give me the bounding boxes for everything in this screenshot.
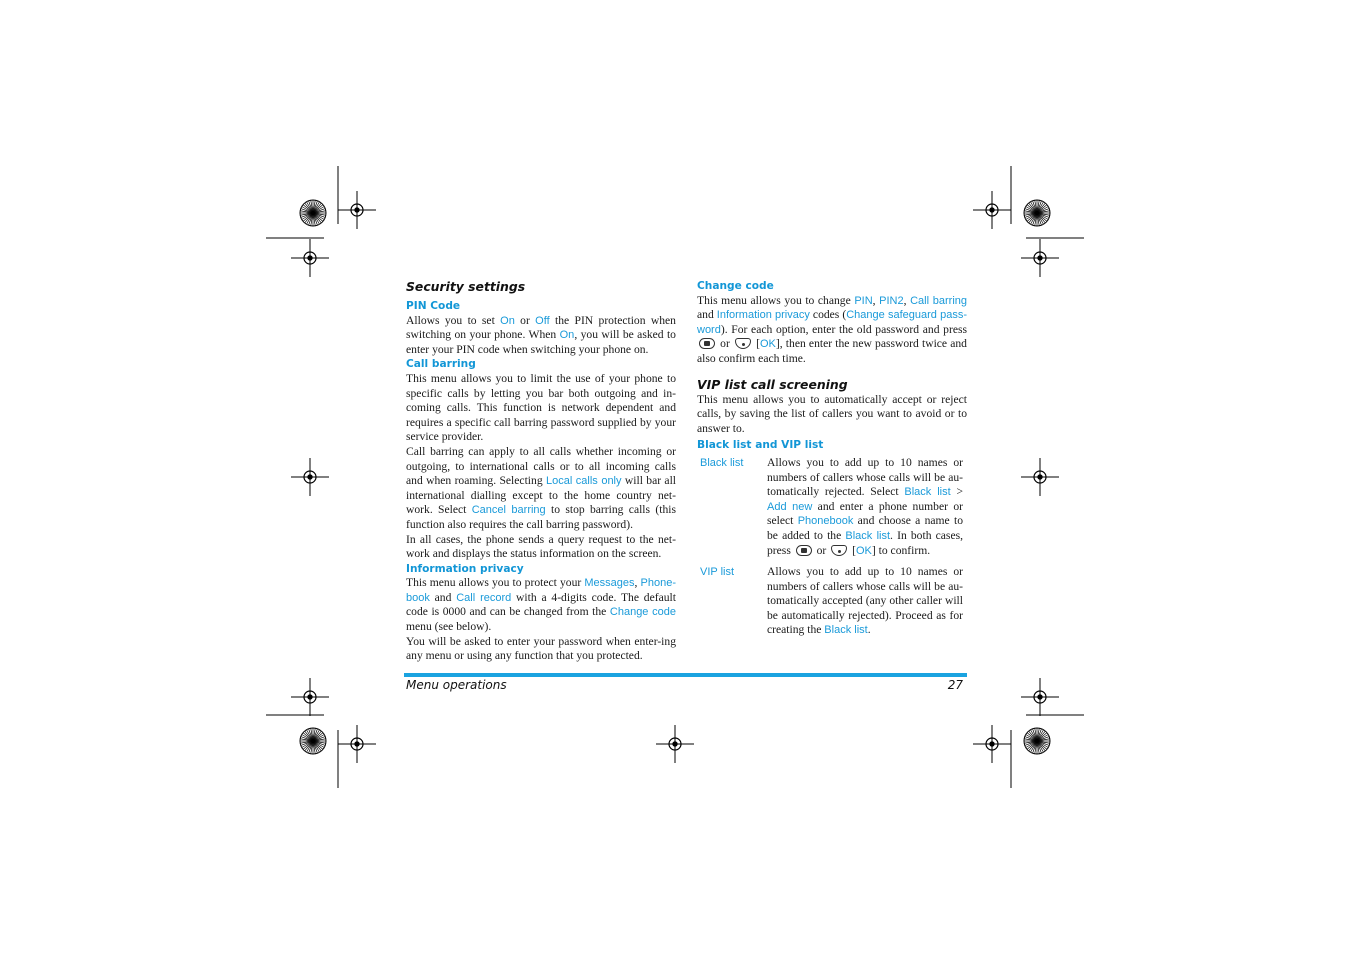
menu-key-icon (699, 338, 715, 349)
local-calls-only-option: Local calls only (545, 475, 622, 488)
ok-label: OK (855, 544, 872, 557)
left-column (406, 279, 676, 664)
page-number: 27 (947, 678, 963, 692)
messages-option: Messages (584, 577, 635, 590)
black-list-option: Black list (824, 624, 868, 637)
menu-key-icon (796, 545, 812, 556)
registration-target-dot (307, 474, 312, 479)
registration-target-dot (989, 207, 994, 212)
cancel-barring-option: Cancel barring (471, 504, 546, 517)
registration-target-dot (354, 207, 359, 212)
black-vip-list-subheading: Black list and VIP list (697, 439, 824, 452)
phonebook-option: Phone-book (406, 577, 677, 604)
vip-list-term: VIP list (700, 566, 735, 579)
registration-target-dot (1037, 474, 1042, 479)
call-record-option: Call record (456, 591, 512, 604)
black-list-option: Black list (845, 529, 891, 542)
change-code-option: Change code (609, 606, 676, 619)
registration-target-dot (672, 741, 677, 746)
black-list-term: Black list (700, 456, 744, 469)
black-list-entry (697, 456, 967, 558)
information-privacy-option: Information privacy (716, 309, 810, 322)
change-safeguard-password-option: Change safeguard pass-word (697, 309, 967, 336)
registration-target-dot (307, 694, 312, 699)
call-barring-paragraph: In all cases, the phone sends a query request to the net-work and displays the status information on the screen. (406, 532, 676, 561)
vip-list-heading: VIP list call screening (697, 376, 848, 392)
change-code-subheading: Change code (697, 280, 774, 292)
registration-target-dot (1037, 694, 1042, 699)
change-code-paragraph: This menu allows you to change PIN, PIN2, Call barring and Information privacy codes (Change safeguard pass-word). For each option, enter the old password and press or [OK], then enter the new password twice and also confirm each time. (697, 293, 968, 365)
security-settings-heading: Security settings (406, 279, 526, 294)
registration-target-dot (989, 741, 994, 746)
black-list-description: Allows you to add up to 10 names or numbers of callers whose calls will be au-tomatically rejected. Select Black list > Add new and enter a phone number or select Phonebook and choose a name to be added to the Black list. In both cases, press or [OK] to confirm. (767, 455, 964, 557)
vip-list-entry (697, 565, 967, 638)
pin-option: PIN (854, 294, 873, 307)
registration-target-dot (307, 255, 312, 260)
call-barring-option: Call barring (910, 294, 968, 307)
call-barring-paragraph: This menu allows you to limit the use of your phone to specific calls by letting you bar both outgoing and in-coming calls. This function is network dependent and requires a specific call barring password supplied by your service provider. (406, 371, 676, 444)
vip-list-description: Allows you to add up to 10 names or numbers of callers whose calls will be au-tomatically accepted (any other caller will be automatically rejected). Proceed as for creating the Black list. (767, 565, 963, 637)
vip-list-paragraph: This menu allows you to automatically accept or reject calls, by saving the list of callers you want to avoid or to answer to. (697, 392, 967, 435)
information-privacy-paragraph: You will be asked to enter your password when enter-ing any menu or using any function that you protected. (406, 634, 676, 663)
add-new-option: Add new (767, 500, 813, 513)
pin-code-subheading: PIN Code (406, 300, 461, 312)
information-privacy-paragraph: This menu allows you to protect your Messages, Phone-book and Call record with a 4-digits code. The default code is 0000 and can be changed from the Change code menu (see below). (406, 576, 677, 634)
off-option: Off (535, 314, 550, 327)
pin2-option: PIN2 (879, 294, 904, 307)
nav-key-icon (831, 545, 847, 556)
footer-section-title: Menu operations (406, 678, 507, 692)
on-option: On (500, 314, 515, 327)
registration-target-dot (354, 741, 359, 746)
phonebook-option: Phonebook (797, 515, 854, 528)
on-option: On (559, 329, 575, 342)
ok-label: OK (759, 338, 776, 351)
call-barring-paragraph: Call barring can apply to all calls whether incoming or outgoing, to international calls or to all incoming calls and when roaming. Selecting Local calls only will bar all international dialling except to the home country net-work. Select Cancel barring to stop barring calls (this function also requires the call barring password). (406, 444, 677, 531)
nav-key-icon (735, 338, 751, 349)
black-list-option: Black list (904, 486, 951, 499)
call-barring-subheading: Call barring (406, 358, 476, 371)
registration-target-dot (1037, 255, 1042, 260)
footer-rule (404, 673, 967, 677)
information-privacy-subheading: Information privacy (406, 562, 524, 575)
pin-code-paragraph: Allows you to set On or Off the PIN protection when switching on your phone. When On, you will be asked to enter your PIN code when switching your phone on. (406, 313, 676, 356)
right-column (697, 279, 967, 638)
